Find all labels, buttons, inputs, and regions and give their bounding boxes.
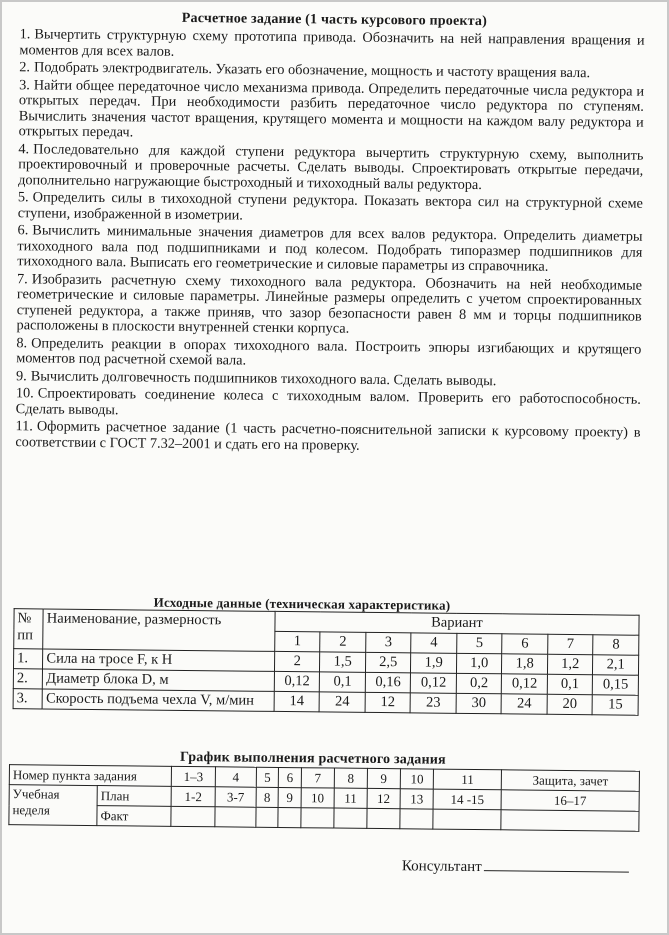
- param-value: 30: [456, 693, 502, 713]
- schedule-point: 9: [367, 768, 401, 788]
- plan-week: 12: [367, 788, 401, 808]
- schedule-point: 11: [434, 769, 502, 790]
- task-number: 3.: [19, 76, 30, 93]
- row-number: 1.: [13, 649, 43, 669]
- task-list: [15, 27, 644, 459]
- schedule-point: 10: [400, 769, 434, 789]
- variant-number: 7: [548, 634, 594, 654]
- task-text: Найти общее передаточное число механизма привода. Определить передаточные числа редуктора и открытых передач. При необходимости разбить передаточное число редуктора по ступеням. Вычислить значения частот вращения, крутящего момента и мощности на каждом валу редуктора и открытых передач.: [18, 76, 645, 141]
- task-item: [16, 386, 641, 424]
- fact-week[interactable]: [334, 808, 367, 828]
- col-num-header: № пп: [14, 609, 44, 649]
- plan-week: 8: [256, 787, 279, 807]
- schedule-point: 4: [215, 767, 256, 787]
- task-number: 6.: [17, 222, 29, 239]
- variant-number: 4: [411, 633, 457, 653]
- schedule-point: Защита, зачет: [501, 770, 639, 791]
- params-table: [13, 608, 640, 716]
- param-value: 1,5: [320, 652, 366, 672]
- row-name: Скорость подъема чехла V, м/мин: [42, 689, 274, 711]
- row-number: 2.: [13, 669, 43, 689]
- param-value: 0,16: [365, 672, 411, 692]
- schedule-point: 8: [334, 768, 367, 788]
- week-label: Учебная неделя: [9, 785, 97, 826]
- task-text: Подобрать электродвигатель. Указать его обозначение, мощность и частоту вращения вала.: [33, 59, 591, 82]
- schedule-header-label: Номер пункта задания: [9, 765, 171, 787]
- task-text: Оформить расчетное задание (1 часть расчетно-пояснительной записки к курсовому проекту) в соответствии с ГОСТ 7.32–2001 и сдать его на проверку.: [15, 418, 641, 454]
- param-value: 2,1: [593, 655, 639, 675]
- plan-week: 16–17: [501, 790, 639, 811]
- schedule-point: 1–3: [171, 766, 215, 786]
- param-value: 0,12: [274, 671, 320, 691]
- schedule-point: 6: [279, 767, 302, 787]
- param-value: 14: [274, 691, 320, 711]
- signature-line: [484, 858, 629, 873]
- schedule-point: 7: [301, 768, 335, 788]
- param-value: 2,5: [365, 652, 411, 672]
- param-value: 0,1: [320, 672, 366, 692]
- param-value: 0,2: [456, 673, 502, 693]
- plan-week: 14 -15: [433, 789, 501, 810]
- fact-label: Факт: [97, 806, 171, 827]
- task-item: [15, 419, 640, 457]
- param-value: 15: [592, 695, 638, 715]
- task-number: 5.: [17, 189, 29, 206]
- task-number: 9.: [15, 367, 27, 384]
- row-name: Сила на тросе F, к Н: [43, 649, 275, 671]
- variant-number: 6: [502, 634, 548, 654]
- param-value: 24: [319, 692, 365, 712]
- plan-week: 9: [278, 787, 301, 807]
- param-value: 2: [274, 651, 320, 671]
- task-number: 10.: [15, 385, 34, 402]
- row-number: 3.: [13, 689, 43, 709]
- row-name: Диаметр блока D, м: [43, 669, 275, 691]
- variant-number: 2: [320, 632, 366, 652]
- plan-week: 11: [334, 788, 367, 808]
- param-value: 0,12: [411, 673, 457, 693]
- param-value: 23: [410, 693, 456, 713]
- consultant-label: Консультант: [401, 858, 482, 876]
- fact-week[interactable]: [400, 809, 434, 829]
- param-value: 0,15: [593, 675, 639, 695]
- param-value: 24: [501, 694, 547, 714]
- schedule-point: 5: [256, 767, 279, 787]
- task-item: [16, 336, 641, 374]
- fact-week[interactable]: [501, 810, 639, 831]
- consultant-signature: [402, 857, 629, 877]
- fact-week[interactable]: [433, 809, 501, 830]
- task-item: [19, 27, 644, 65]
- col-variant-header: Вариант: [275, 611, 639, 635]
- task-item: [18, 190, 643, 228]
- variant-number: 1: [275, 631, 321, 651]
- params-caption: Исходные данные (техническая характеристика): [153, 594, 451, 613]
- col-name-header: Наименование, размерность: [43, 609, 275, 651]
- param-value: 1,8: [502, 654, 548, 674]
- param-value: 1,2: [547, 654, 593, 674]
- param-value: 1,0: [456, 653, 502, 673]
- plan-label: План: [97, 786, 171, 807]
- plan-week: 13: [400, 789, 434, 809]
- fact-week[interactable]: [367, 808, 401, 828]
- fact-week[interactable]: [171, 806, 215, 826]
- task-item: [19, 78, 645, 147]
- task-text: Вычислить долговечность подшипников тихоходного вала. Сделать выводы.: [30, 367, 497, 389]
- task-text: Спроектировать соединение колеса с тихоходным валом. Проверить его работоспособность. Сделать выводы.: [15, 385, 641, 418]
- fact-week[interactable]: [278, 807, 301, 827]
- fact-week[interactable]: [256, 807, 279, 827]
- task-text: Определить силы в тихоходной ступени редуктора. Показать вектора сил на структурной схеме ступени, изображенной в изометрии.: [17, 189, 643, 224]
- variant-number: 5: [457, 633, 503, 653]
- schedule-table: [8, 764, 640, 832]
- schedule-caption: График выполнения расчетного задания: [179, 749, 446, 768]
- task-item: [18, 142, 643, 195]
- task-number: 4.: [18, 140, 30, 157]
- plan-week: 10: [301, 788, 335, 808]
- param-value: 0,1: [547, 674, 593, 694]
- params-body: [13, 649, 639, 716]
- task-text: Вычертить структурную схему прототипа привода. Обозначить на ней направления вращения и моментов для всех валов.: [19, 26, 645, 60]
- fact-week[interactable]: [301, 808, 335, 828]
- param-value: 20: [547, 694, 593, 714]
- variant-number: 3: [366, 632, 412, 652]
- fact-week[interactable]: [215, 807, 256, 827]
- task-text: Вычислить минимальные значения диаметров для всех валов редуктора. Определить диаметры тихоходного вала под подшипниками и под колесом. Подобрать типоразмер подшипников для тихоходного вала. Выписать его геометрические и силовые параметры из справочника.: [17, 222, 643, 275]
- param-value: 1,9: [411, 653, 457, 673]
- document-title: Расчетное задание (1 часть курсового проекта): [181, 10, 488, 30]
- task-number: 11.: [15, 418, 33, 435]
- task-number: 2.: [19, 59, 31, 76]
- task-text: Последовательно для каждой ступени редуктора вычертить структурную схему, выполнить проектировочный и проверочные расчеты. Сделать выводы. Спроектировать открытые передачи, дополнительно нагружающие быстроходный и тихоходный валы редуктора.: [18, 140, 644, 193]
- param-value: 0,12: [502, 674, 548, 694]
- param-value: 12: [365, 692, 411, 712]
- task-number: 8.: [16, 334, 28, 351]
- plan-week: 3-7: [215, 787, 256, 807]
- task-text: Определить реакции в опорах тихоходного вала. Построить эпюры изгибающих и крутящего моментов под расчетной схемой вала.: [16, 334, 642, 369]
- plan-week: 1-2: [171, 786, 215, 806]
- task-number: 7.: [16, 270, 28, 287]
- task-item: [17, 223, 642, 276]
- variant-number: 8: [593, 635, 639, 655]
- task-number: 1.: [19, 26, 31, 43]
- task-text: Изобразить расчетную схему тихоходного вала редуктора. Обозначить на ней необходимые геометрические и силовые параметры. Линейные размеры определить с учетом спроектированных ступеней редуктора, а также приняв, что зазор безопасности равен 8 мм и торцы подшипников расположены в плоскости внутренней стенки корпуса.: [16, 270, 643, 337]
- task-item: [17, 272, 643, 341]
